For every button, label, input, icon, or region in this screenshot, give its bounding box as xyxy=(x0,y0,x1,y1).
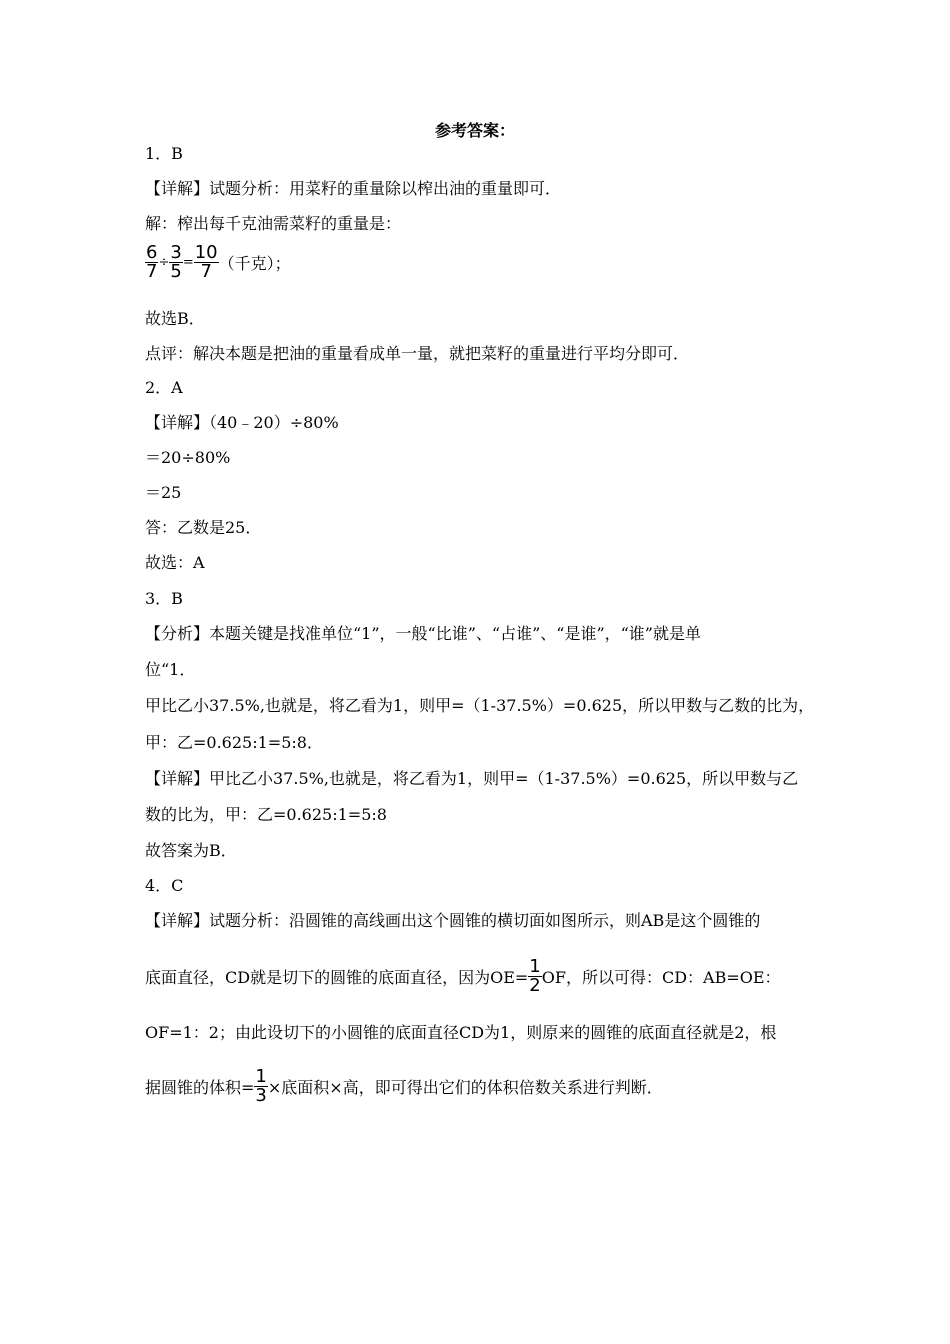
fraction-10-7: $\frac{10}{7}$ xyxy=(194,242,218,282)
q1-choose: 故选B． xyxy=(145,309,205,328)
q4-detail-2-text-b: OF，所以可得：CD：AB=OE： xyxy=(541,968,781,987)
q2-number: 2．A xyxy=(145,378,183,397)
q1-formula xyxy=(145,244,291,281)
q3-analysis-3: 甲比乙小37.5%,也就是，将乙看为1，则甲=（1-37.5%）=0.625，所以甲数与乙数的比为， xyxy=(145,696,815,715)
q2-step2: ＝20÷80% xyxy=(145,448,231,467)
divide-sign: ÷ xyxy=(158,255,170,270)
q2-detail: 【详解】（40﹣20）÷80% xyxy=(145,413,339,432)
q4-number: 4．C xyxy=(145,876,184,895)
page-title: 参考答案： xyxy=(434,121,515,140)
fraction-3-5: $\frac{3}{5}$ xyxy=(170,242,182,282)
fraction-1-3: $\frac{1}{3}$ xyxy=(255,1066,267,1106)
q4-detail-2-text-a: 底面直径，CD就是切下的圆锥的底面直径，因为OE= xyxy=(145,968,529,987)
q1-unit: （千克）； xyxy=(218,254,291,273)
q4-detail-2 xyxy=(145,958,781,995)
q1-solution: 解：榨出每千克油需菜籽的重量是： xyxy=(145,214,402,233)
fraction-6-7: $\frac{6}{7}$ xyxy=(146,242,158,282)
q3-analysis-1: 【分析】本题关键是找准单位“1”，一般“比谁”、“占谁”、“是谁”，“谁”就是单 xyxy=(145,624,701,643)
q3-analysis-2: 位“1． xyxy=(145,660,196,679)
fraction-1-2: $\frac{1}{2}$ xyxy=(529,956,541,996)
q1-comment: 点评：解决本题是把油的重量看成单一量，就把菜籽的重量进行平均分即可． xyxy=(145,344,690,363)
q2-choose: 故选：A xyxy=(145,553,205,572)
q2-step3: ＝25 xyxy=(145,483,182,502)
q3-detail-2: 数的比为，甲：乙=0.625:1=5:8 xyxy=(145,805,387,824)
q3-analysis-4: 甲：乙=0.625:1=5:8． xyxy=(145,733,323,752)
q1-detail: 【详解】试题分析：用菜籽的重量除以榨出油的重量即可． xyxy=(145,179,562,198)
q4-detail-4-text-b: ×底面积×高，即可得出它们的体积倍数关系进行判断． xyxy=(267,1078,663,1097)
q3-detail-1: 【详解】甲比乙小37.5%,也就是，将乙看为1，则甲=（1-37.5%）=0.625，所以甲数与乙 xyxy=(145,769,799,788)
q4-detail-4 xyxy=(145,1068,663,1105)
q3-choose: 故答案为B． xyxy=(145,841,237,860)
q3-number: 3．B xyxy=(145,589,183,608)
q4-detail-3: OF=1：2；由此设切下的小圆锥的底面直径CD为1，则原来的圆锥的底面直径就是2，根 xyxy=(145,1023,777,1042)
q4-detail-4-text-a: 据圆锥的体积= xyxy=(145,1078,255,1097)
equals-sign: = xyxy=(182,255,194,270)
q4-detail-1: 【详解】试题分析：沿圆锥的高线画出这个圆锥的横切面如图所示，则AB是这个圆锥的 xyxy=(145,911,761,930)
q2-answer: 答：乙数是25． xyxy=(145,518,262,537)
q1-number: 1．B xyxy=(145,144,183,163)
